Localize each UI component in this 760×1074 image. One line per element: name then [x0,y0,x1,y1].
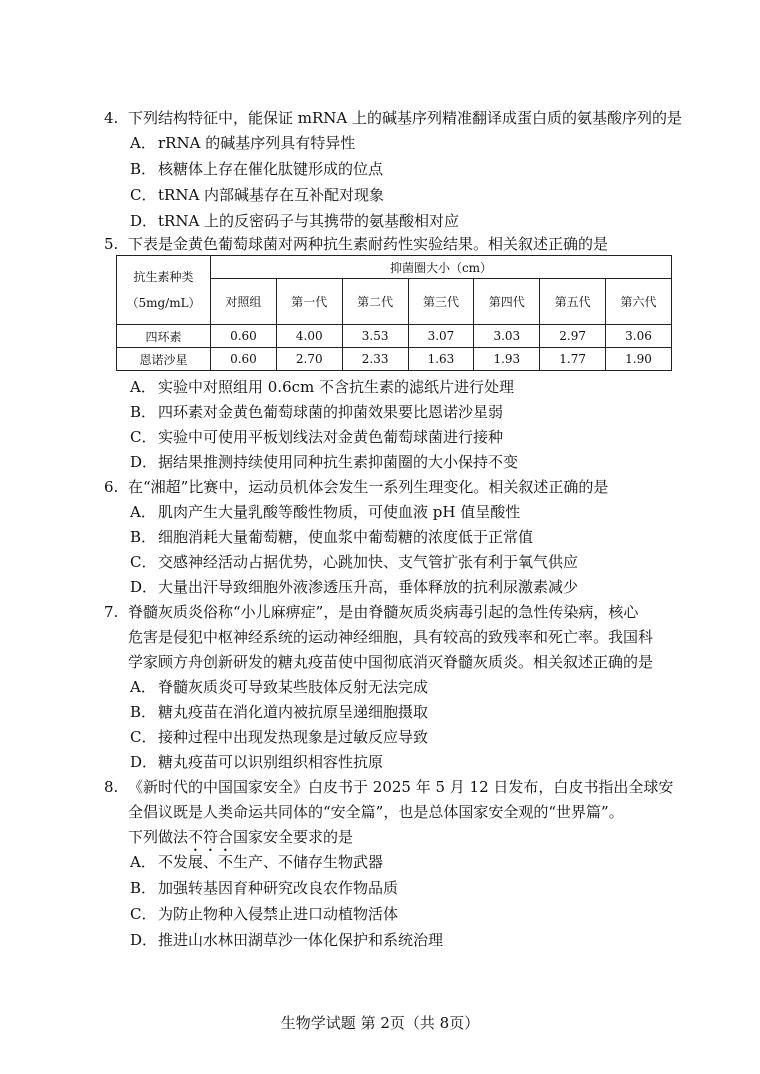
option-label: A． [130,678,156,696]
q8-number: 8. [104,778,119,796]
q7-stem-line-2: 危害是侵犯中枢神经系统的运动神经细胞，具有较高的致残率和死亡率。我国科 [128,628,654,646]
table-cell: 0.60 [211,348,277,371]
q5-stem: 下表是金黄色葡萄球菌对两种抗生素耐药性实验结果。相关叙述正确的是 [128,235,609,253]
table-row [117,325,672,348]
table-cell: 1.63 [408,348,474,371]
q7-stem-line-1: 脊髓灰质炎俗称“小儿麻痹症”，是由脊髓灰质炎病毒引起的急性传染病，核心 [128,603,639,621]
option-text: 大量出汗导致细胞外液渗透压升高，垂体释放的抗利尿激素减少 [158,578,579,596]
table-cell: 3.07 [408,325,474,348]
option-label: B． [130,528,157,546]
option-text: 接种过程中出现发热现象是过敏反应导致 [158,728,429,746]
option-label: C． [130,186,157,204]
option-label: D． [130,578,158,596]
option-text: 加强转基因育种研究改良农作物品质 [158,879,399,897]
option-text: tRNA 上的反密码子与其携带的氨基酸相对应 [158,212,460,230]
q7-stem-line-3: 学家顾方舟创新研发的糖丸疫苗使中国彻底消灭脊髓灰质炎。相关叙述正确的是 [128,653,654,671]
option-label: A． [130,853,156,871]
column-header: 对照组 [211,279,277,325]
option-label: B． [130,403,157,421]
table-cell: 0.60 [211,325,277,348]
table-corner-header [117,256,211,325]
option-label: A． [130,503,156,521]
option-label: C． [130,728,157,746]
option-text: 实验中对照组用 0.6cm 不含抗生素的滤纸片进行处理 [158,378,515,396]
row-name: 四环素 [117,325,211,348]
q4-option-a[interactable] [130,132,355,154]
table-group-header: 抑菌圈大小（cm） [211,256,672,279]
q8-option-c[interactable] [130,903,398,925]
q6-option-d[interactable] [130,576,578,598]
page-footer: 生物学试题 第 2页（共 8页） [280,1014,480,1032]
q6-stem: 在“湘超”比赛中，运动员机体会发生一系列生理变化。相关叙述正确的是 [128,478,609,496]
table-row [117,348,672,371]
column-header: 第六代 [606,279,672,325]
option-label: D． [130,212,158,230]
table-cell: 3.53 [342,325,408,348]
option-label: A． [130,134,156,152]
option-label: C． [130,553,157,571]
option-text: 肌肉产生大量乳酸等酸性物质，可使血液 pH 值呈酸性 [158,503,521,521]
q5-option-c[interactable] [130,426,503,448]
q7-option-c[interactable] [130,726,428,748]
column-header: 第四代 [474,279,540,325]
q6-number: 6. [104,478,119,496]
option-text: 推进山水林田湖草沙一体化保护和系统治理 [158,931,444,949]
option-text: 脊髓灰质炎可导致某些肢体反射无法完成 [158,678,429,696]
option-text: 糖丸疫苗在消化道内被抗原呈递细胞摄取 [158,703,429,721]
option-text: 核糖体上存在催化肽键形成的位点 [158,160,384,178]
row-name: 恩诺沙星 [117,348,211,371]
q7-number: 7. [104,603,119,621]
option-text: 为防止物种入侵禁止进口动植物活体 [158,905,399,923]
option-text: 糖丸疫苗可以识别组织相容性抗原 [158,753,384,771]
q8-option-b[interactable] [130,877,398,899]
option-label: D． [130,931,158,949]
q4-option-c[interactable] [130,184,384,206]
option-text: rRNA 的碱基序列具有特异性 [158,134,356,152]
corner-line-2: （5mg/mL） [126,296,201,310]
q8-option-a[interactable] [130,851,383,873]
antibiotic-table [116,255,672,371]
option-label: D． [130,753,158,771]
option-text: tRNA 内部碱基存在互补配对现象 [158,186,385,204]
table-cell: 1.90 [606,348,672,371]
option-label: A． [130,378,156,396]
q4-option-d[interactable] [130,210,459,232]
option-label: D． [130,453,158,471]
table-cell: 1.77 [540,348,606,371]
q5-option-a[interactable] [130,376,514,398]
q5-option-b[interactable] [130,401,503,423]
q4-stem: 下列结构特征中，能保证 mRNA 上的碱基序列精准翻译成蛋白质的氨基酸序列的是 [128,109,683,127]
option-text: 据结果推测持续使用同种抗生素抑菌圈的大小保持不变 [158,453,519,471]
q5-option-d[interactable] [130,451,518,473]
table-cell: 3.03 [474,325,540,348]
option-label: B． [130,703,157,721]
option-text: 细胞消耗大量葡萄糖，使血浆中葡萄糖的浓度低于正常值 [158,528,534,546]
option-label: B． [130,879,157,897]
option-label: B． [130,160,157,178]
table-cell: 2.97 [540,325,606,348]
q7-option-d[interactable] [130,751,383,773]
q6-option-a[interactable] [130,501,520,523]
column-header: 第二代 [342,279,408,325]
q8-option-d[interactable] [130,929,443,951]
table-cell: 2.70 [276,348,342,371]
column-header: 第三代 [408,279,474,325]
q7-option-b[interactable] [130,701,428,723]
table-cell: 4.00 [276,325,342,348]
q4-option-b[interactable] [130,158,383,180]
option-label: C． [130,428,157,446]
corner-line-1: 抗生素种类 [133,270,194,284]
emphasis-text: 不符合 [188,828,234,846]
column-header: 第五代 [540,279,606,325]
option-text: 四环素对金黄色葡萄球菌的抑菌效果要比恩诺沙星弱 [158,403,504,421]
q6-option-b[interactable] [130,526,533,548]
table-cell: 2.33 [342,348,408,371]
q5-number: 5. [104,235,119,253]
option-text: 实验中可使用平板划线法对金黄色葡萄球菌进行接种 [158,428,504,446]
q4-number: 4. [104,109,119,127]
option-text: 不发展、不生产、不储存生物武器 [158,853,384,871]
stem-text: 国家安全要求的是 [233,828,354,846]
q6-option-c[interactable] [130,551,578,573]
option-label: C． [130,905,157,923]
table-cell: 1.93 [474,348,540,371]
q8-stem-line-1: 《新时代的中国国家安全》白皮书于 2025 年 5 月 12 日发布，白皮书指出全球安 [128,778,674,796]
option-text: 交感神经活动占据优势，心跳加快、支气管扩张有利于氧气供应 [158,553,579,571]
table-cell: 3.06 [606,325,672,348]
q8-stem-line-2: 全倡议既是人类命运共同体的“安全篇”，也是总体国家安全观的“世界篇”。 [128,803,624,821]
column-header: 第一代 [276,279,342,325]
stem-text: 下列做法 [128,828,189,846]
q7-option-a[interactable] [130,676,428,698]
